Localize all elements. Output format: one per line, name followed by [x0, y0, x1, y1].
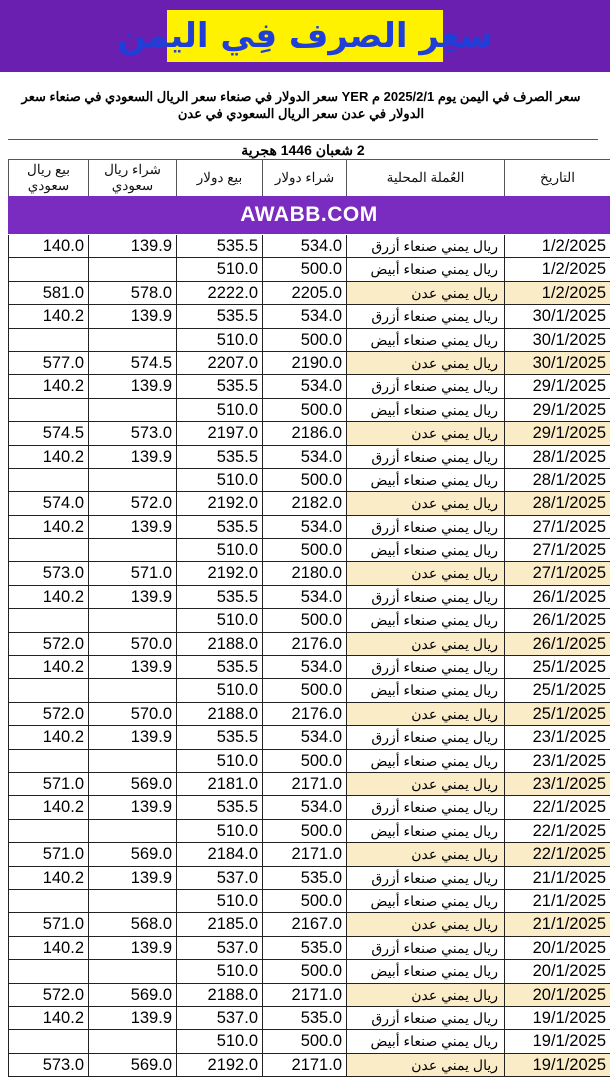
- date-cell: 28/1/2025: [504, 446, 610, 468]
- sar-sell-cell: 573.0: [8, 562, 88, 584]
- sar-buy-cell: 139.9: [88, 516, 176, 538]
- currency-cell: ريال يمني صنعاء أزرق: [346, 1007, 504, 1029]
- usd-buy-cell: 2176.0: [262, 633, 346, 655]
- sar-buy-cell: 570.0: [88, 633, 176, 655]
- currency-cell: ريال يمني صنعاء أبيض: [346, 399, 504, 421]
- sar-buy-cell: 578.0: [88, 282, 176, 304]
- usd-sell-cell: 510.0: [176, 890, 262, 912]
- sar-buy-cell: 139.9: [88, 937, 176, 959]
- usd-buy-cell: 2171.0: [262, 984, 346, 1006]
- usd-sell-cell: 510.0: [176, 820, 262, 842]
- sar-sell-cell: [8, 890, 88, 912]
- table-row: [8, 913, 610, 936]
- table-row: [8, 586, 610, 609]
- sar-buy-cell: 139.9: [88, 1007, 176, 1029]
- sar-sell-cell: 573.0: [8, 1054, 88, 1076]
- table-row: [8, 867, 610, 890]
- table-row: [8, 562, 610, 585]
- usd-sell-cell: 510.0: [176, 329, 262, 351]
- sar-buy-cell: [88, 960, 176, 982]
- usd-buy-cell: 2171.0: [262, 773, 346, 795]
- currency-cell: ريال يمني عدن: [346, 492, 504, 514]
- sar-buy-cell: 139.9: [88, 235, 176, 257]
- usd-sell-cell: 510.0: [176, 469, 262, 491]
- usd-buy-cell: 500.0: [262, 890, 346, 912]
- table-row: [8, 820, 610, 843]
- usd-buy-cell: 535.0: [262, 1007, 346, 1029]
- usd-sell-cell: 535.5: [176, 375, 262, 397]
- sar-buy-cell: 570.0: [88, 703, 176, 725]
- currency-cell: ريال يمني صنعاء أبيض: [346, 960, 504, 982]
- sar-buy-cell: 569.0: [88, 843, 176, 865]
- usd-sell-cell: 535.5: [176, 656, 262, 678]
- sar-sell-cell: [8, 679, 88, 701]
- date-cell: 27/1/2025: [504, 516, 610, 538]
- table-row: [8, 1054, 610, 1077]
- sar-sell-cell: 140.2: [8, 446, 88, 468]
- sar-buy-cell: 139.9: [88, 796, 176, 818]
- date-cell: 21/1/2025: [504, 890, 610, 912]
- usd-buy-cell: 500.0: [262, 960, 346, 982]
- usd-sell-cell: 2188.0: [176, 633, 262, 655]
- usd-sell-cell: 2192.0: [176, 492, 262, 514]
- sar-buy-cell: [88, 679, 176, 701]
- currency-cell: ريال يمني صنعاء أزرق: [346, 375, 504, 397]
- usd-buy-cell: 500.0: [262, 609, 346, 631]
- sar-sell-cell: [8, 399, 88, 421]
- sar-buy-cell: 569.0: [88, 984, 176, 1006]
- usd-buy-cell: 500.0: [262, 820, 346, 842]
- page-title: سعِر الصرف فِي اليمن: [167, 10, 443, 62]
- sar-buy-cell: [88, 750, 176, 772]
- currency-cell: ريال يمني صنعاء أزرق: [346, 867, 504, 889]
- usd-buy-cell: 500.0: [262, 258, 346, 280]
- table-row: [8, 492, 610, 515]
- usd-sell-cell: 2188.0: [176, 703, 262, 725]
- usd-buy-cell: 534.0: [262, 726, 346, 748]
- usd-sell-cell: 2197.0: [176, 422, 262, 444]
- table-row: [8, 446, 610, 469]
- date-cell: 30/1/2025: [504, 305, 610, 327]
- sar-sell-cell: 571.0: [8, 773, 88, 795]
- sar-buy-cell: 139.9: [88, 867, 176, 889]
- usd-buy-cell: 500.0: [262, 329, 346, 351]
- sar-sell-cell: [8, 469, 88, 491]
- date-cell: 1/2/2025: [504, 235, 610, 257]
- date-cell: 27/1/2025: [504, 539, 610, 561]
- sar-buy-cell: [88, 1030, 176, 1052]
- usd-sell-cell: 2207.0: [176, 352, 262, 374]
- usd-sell-cell: 510.0: [176, 750, 262, 772]
- sar-buy-cell: [88, 399, 176, 421]
- usd-buy-cell: 534.0: [262, 586, 346, 608]
- usd-buy-cell: 534.0: [262, 446, 346, 468]
- currency-cell: ريال يمني صنعاء أبيض: [346, 258, 504, 280]
- sar-buy-cell: [88, 329, 176, 351]
- date-cell: 19/1/2025: [504, 1007, 610, 1029]
- usd-buy-cell: 534.0: [262, 235, 346, 257]
- date-cell: 21/1/2025: [504, 867, 610, 889]
- usd-buy-cell: 534.0: [262, 516, 346, 538]
- currency-cell: ريال يمني عدن: [346, 984, 504, 1006]
- table-row: [8, 773, 610, 796]
- usd-sell-cell: 2222.0: [176, 282, 262, 304]
- usd-buy-cell: 500.0: [262, 750, 346, 772]
- date-cell: 30/1/2025: [504, 352, 610, 374]
- header-date: التاريخ: [504, 160, 610, 196]
- table-row: [8, 469, 610, 492]
- currency-cell: ريال يمني صنعاء أبيض: [346, 329, 504, 351]
- table-row: [8, 843, 610, 866]
- date-cell: 25/1/2025: [504, 656, 610, 678]
- sar-sell-cell: 572.0: [8, 703, 88, 725]
- currency-cell: ريال يمني عدن: [346, 562, 504, 584]
- date-cell: 28/1/2025: [504, 469, 610, 491]
- date-cell: 28/1/2025: [504, 492, 610, 514]
- usd-sell-cell: 535.5: [176, 516, 262, 538]
- rates-table: [8, 235, 610, 1077]
- table-row: [8, 1007, 610, 1030]
- currency-cell: ريال يمني صنعاء أبيض: [346, 890, 504, 912]
- table-row: [8, 305, 610, 328]
- sar-sell-cell: 571.0: [8, 843, 88, 865]
- currency-cell: ريال يمني صنعاء أزرق: [346, 446, 504, 468]
- usd-sell-cell: 2184.0: [176, 843, 262, 865]
- currency-cell: ريال يمني صنعاء أزرق: [346, 305, 504, 327]
- date-cell: 23/1/2025: [504, 750, 610, 772]
- usd-buy-cell: 2180.0: [262, 562, 346, 584]
- table-row: [8, 703, 610, 726]
- date-cell: 20/1/2025: [504, 960, 610, 982]
- usd-sell-cell: 537.0: [176, 937, 262, 959]
- sar-buy-cell: 139.9: [88, 586, 176, 608]
- sar-sell-cell: 574.5: [8, 422, 88, 444]
- currency-cell: ريال يمني عدن: [346, 703, 504, 725]
- date-cell: 23/1/2025: [504, 773, 610, 795]
- sar-buy-cell: 569.0: [88, 773, 176, 795]
- sar-sell-cell: 581.0: [8, 282, 88, 304]
- header-usd-sell: بيع دولار: [176, 160, 262, 196]
- currency-cell: ريال يمني عدن: [346, 352, 504, 374]
- table-row: [8, 796, 610, 819]
- date-cell: 27/1/2025: [504, 562, 610, 584]
- table-row: [8, 399, 610, 422]
- usd-sell-cell: 2181.0: [176, 773, 262, 795]
- currency-cell: ريال يمني صنعاء أبيض: [346, 750, 504, 772]
- usd-buy-cell: 534.0: [262, 375, 346, 397]
- usd-buy-cell: 500.0: [262, 539, 346, 561]
- table-row: [8, 984, 610, 1007]
- date-cell: 20/1/2025: [504, 984, 610, 1006]
- sar-sell-cell: 140.2: [8, 516, 88, 538]
- usd-sell-cell: 510.0: [176, 679, 262, 701]
- sar-sell-cell: 572.0: [8, 633, 88, 655]
- sar-sell-cell: 140.2: [8, 586, 88, 608]
- table-row: [8, 258, 610, 281]
- sar-sell-cell: [8, 1030, 88, 1052]
- date-cell: 19/1/2025: [504, 1030, 610, 1052]
- sar-sell-cell: 571.0: [8, 913, 88, 935]
- table-row: [8, 937, 610, 960]
- table-row: [8, 516, 610, 539]
- usd-buy-cell: 500.0: [262, 679, 346, 701]
- sar-sell-cell: 140.2: [8, 656, 88, 678]
- usd-sell-cell: 2192.0: [176, 1054, 262, 1076]
- table-row: [8, 609, 610, 632]
- table-row: [8, 890, 610, 913]
- date-cell: 26/1/2025: [504, 633, 610, 655]
- table-row: [8, 375, 610, 398]
- usd-sell-cell: 535.5: [176, 446, 262, 468]
- sar-sell-cell: 140.0: [8, 235, 88, 257]
- currency-cell: ريال يمني صنعاء أبيض: [346, 820, 504, 842]
- description-text: سعر الصرف في اليمن يوم 2025/2/1 م YER سعر الدولار في صنعاء سعر الريال السعودي في صنعاء سعر الدولار في عدن سعر الريال السعودي في عدن: [21, 89, 581, 121]
- usd-sell-cell: 510.0: [176, 399, 262, 421]
- sar-sell-cell: [8, 820, 88, 842]
- date-cell: 26/1/2025: [504, 586, 610, 608]
- sar-sell-cell: 577.0: [8, 352, 88, 374]
- sar-buy-cell: [88, 609, 176, 631]
- usd-sell-cell: 535.5: [176, 726, 262, 748]
- sar-buy-cell: 572.0: [88, 492, 176, 514]
- usd-buy-cell: 500.0: [262, 399, 346, 421]
- header-sar-sell: بيع ريال سعودي: [8, 160, 88, 196]
- usd-sell-cell: 510.0: [176, 960, 262, 982]
- currency-cell: ريال يمني صنعاء أزرق: [346, 235, 504, 257]
- usd-sell-cell: 537.0: [176, 1007, 262, 1029]
- date-cell: 29/1/2025: [504, 422, 610, 444]
- table-row: [8, 539, 610, 562]
- sar-sell-cell: [8, 539, 88, 561]
- usd-buy-cell: 500.0: [262, 1030, 346, 1052]
- sar-sell-cell: 140.2: [8, 1007, 88, 1029]
- currency-cell: ريال يمني صنعاء أبيض: [346, 469, 504, 491]
- currency-cell: ريال يمني صنعاء أبيض: [346, 679, 504, 701]
- table-row: [8, 422, 610, 445]
- sar-buy-cell: 569.0: [88, 1054, 176, 1076]
- date-cell: 30/1/2025: [504, 329, 610, 351]
- table-row: [8, 282, 610, 305]
- usd-buy-cell: 2205.0: [262, 282, 346, 304]
- sar-sell-cell: [8, 750, 88, 772]
- usd-sell-cell: 535.5: [176, 586, 262, 608]
- usd-buy-cell: 535.0: [262, 867, 346, 889]
- usd-buy-cell: 2190.0: [262, 352, 346, 374]
- currency-cell: ريال يمني صنعاء أزرق: [346, 937, 504, 959]
- date-cell: 29/1/2025: [504, 375, 610, 397]
- header-currency: العُملة المحلية: [346, 160, 504, 196]
- usd-sell-cell: 510.0: [176, 1030, 262, 1052]
- currency-cell: ريال يمني عدن: [346, 913, 504, 935]
- date-cell: 26/1/2025: [504, 609, 610, 631]
- date-cell: 23/1/2025: [504, 726, 610, 748]
- usd-buy-cell: 534.0: [262, 796, 346, 818]
- date-cell: 1/2/2025: [504, 282, 610, 304]
- sar-buy-cell: [88, 258, 176, 280]
- hijri-date: 2 شعبان 1446 هجرية: [8, 139, 598, 160]
- sar-buy-cell: 571.0: [88, 562, 176, 584]
- table-row: [8, 235, 610, 258]
- usd-buy-cell: 2186.0: [262, 422, 346, 444]
- date-cell: 20/1/2025: [504, 937, 610, 959]
- title-banner: [0, 0, 610, 72]
- sar-sell-cell: 140.2: [8, 375, 88, 397]
- usd-buy-cell: 2176.0: [262, 703, 346, 725]
- usd-sell-cell: 510.0: [176, 539, 262, 561]
- currency-cell: ريال يمني عدن: [346, 633, 504, 655]
- usd-sell-cell: 535.5: [176, 305, 262, 327]
- sar-sell-cell: 140.2: [8, 726, 88, 748]
- usd-buy-cell: 534.0: [262, 305, 346, 327]
- currency-cell: ريال يمني عدن: [346, 773, 504, 795]
- usd-sell-cell: 535.5: [176, 235, 262, 257]
- table-row: [8, 726, 610, 749]
- sar-buy-cell: 139.9: [88, 375, 176, 397]
- table-row: [8, 679, 610, 702]
- sar-sell-cell: [8, 960, 88, 982]
- watermark-banner: AWABB.COM: [8, 196, 610, 234]
- table-row: [8, 329, 610, 352]
- usd-sell-cell: 2185.0: [176, 913, 262, 935]
- table-row: [8, 1030, 610, 1053]
- usd-buy-cell: 2167.0: [262, 913, 346, 935]
- sar-buy-cell: 568.0: [88, 913, 176, 935]
- usd-buy-cell: 2171.0: [262, 1054, 346, 1076]
- sar-buy-cell: 139.9: [88, 656, 176, 678]
- sar-buy-cell: [88, 820, 176, 842]
- date-cell: 19/1/2025: [504, 1054, 610, 1076]
- sar-buy-cell: [88, 890, 176, 912]
- date-cell: 22/1/2025: [504, 796, 610, 818]
- sar-sell-cell: [8, 609, 88, 631]
- sar-sell-cell: 574.0: [8, 492, 88, 514]
- date-cell: 25/1/2025: [504, 679, 610, 701]
- date-cell: 22/1/2025: [504, 820, 610, 842]
- usd-buy-cell: 2171.0: [262, 843, 346, 865]
- usd-buy-cell: 534.0: [262, 656, 346, 678]
- sar-sell-cell: 140.2: [8, 796, 88, 818]
- currency-cell: ريال يمني صنعاء أزرق: [346, 796, 504, 818]
- sar-buy-cell: 139.9: [88, 446, 176, 468]
- sar-buy-cell: 574.5: [88, 352, 176, 374]
- currency-cell: ريال يمني صنعاء أبيض: [346, 609, 504, 631]
- table-row: [8, 750, 610, 773]
- sar-buy-cell: 139.9: [88, 726, 176, 748]
- sar-sell-cell: 572.0: [8, 984, 88, 1006]
- sar-buy-cell: 139.9: [88, 305, 176, 327]
- usd-buy-cell: 500.0: [262, 469, 346, 491]
- usd-buy-cell: 2182.0: [262, 492, 346, 514]
- usd-sell-cell: 510.0: [176, 609, 262, 631]
- currency-cell: ريال يمني عدن: [346, 282, 504, 304]
- currency-cell: ريال يمني صنعاء أزرق: [346, 656, 504, 678]
- sar-buy-cell: [88, 469, 176, 491]
- currency-cell: ريال يمني عدن: [346, 1054, 504, 1076]
- currency-cell: ريال يمني صنعاء أزرق: [346, 586, 504, 608]
- date-cell: 1/2/2025: [504, 258, 610, 280]
- usd-sell-cell: 535.5: [176, 796, 262, 818]
- header-usd-buy: شراء دولار: [262, 160, 346, 196]
- sar-buy-cell: [88, 539, 176, 561]
- date-cell: 25/1/2025: [504, 703, 610, 725]
- table-row: [8, 960, 610, 983]
- header-sar-buy: شراء ريال سعودي: [88, 160, 176, 196]
- currency-cell: ريال يمني صنعاء أبيض: [346, 1030, 504, 1052]
- usd-sell-cell: 2188.0: [176, 984, 262, 1006]
- usd-sell-cell: 537.0: [176, 867, 262, 889]
- sar-sell-cell: [8, 258, 88, 280]
- table-row: [8, 352, 610, 375]
- sar-sell-cell: [8, 329, 88, 351]
- sar-sell-cell: 140.2: [8, 305, 88, 327]
- currency-cell: ريال يمني صنعاء أزرق: [346, 516, 504, 538]
- sar-buy-cell: 573.0: [88, 422, 176, 444]
- usd-buy-cell: 535.0: [262, 937, 346, 959]
- sar-sell-cell: 140.2: [8, 867, 88, 889]
- table-header: [8, 159, 610, 196]
- currency-cell: ريال يمني صنعاء أبيض: [346, 539, 504, 561]
- date-cell: 22/1/2025: [504, 843, 610, 865]
- currency-cell: ريال يمني صنعاء أزرق: [346, 726, 504, 748]
- sar-sell-cell: 140.2: [8, 937, 88, 959]
- usd-sell-cell: 510.0: [176, 258, 262, 280]
- date-cell: 21/1/2025: [504, 913, 610, 935]
- table-row: [8, 633, 610, 656]
- usd-sell-cell: 2192.0: [176, 562, 262, 584]
- currency-cell: ريال يمني عدن: [346, 422, 504, 444]
- currency-cell: ريال يمني عدن: [346, 843, 504, 865]
- date-cell: 29/1/2025: [504, 399, 610, 421]
- table-row: [8, 656, 610, 679]
